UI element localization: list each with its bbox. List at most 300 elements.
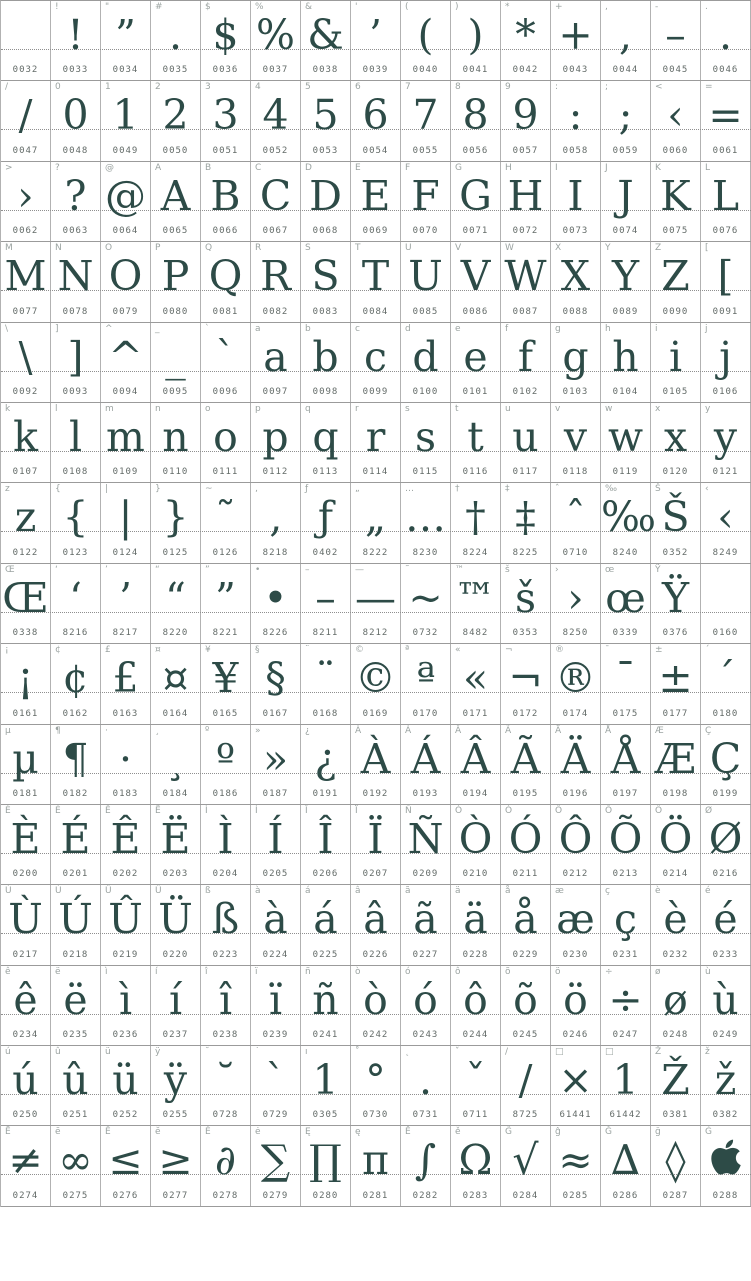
char-label: ė: [255, 1127, 261, 1138]
char-glyph: Ê: [110, 814, 141, 863]
char-glyph: A: [160, 171, 191, 220]
char-cell: [101, 162, 151, 241]
char-cell: [551, 885, 601, 964]
char-label: Õ: [605, 805, 613, 816]
char-label: ˆ: [555, 484, 560, 495]
char-code: 0183: [112, 788, 139, 799]
char-code: 0191: [312, 788, 339, 799]
char-code: 8212: [362, 628, 389, 639]
char-glyph: ∂: [214, 1136, 237, 1185]
char-cell: [151, 162, 201, 241]
char-code: 0091: [712, 306, 739, 317]
char-cell: [301, 483, 351, 562]
char-glyph: }: [162, 493, 189, 542]
char-label: 0: [55, 82, 61, 93]
char-label: ğ: [655, 1127, 661, 1138]
char-label: /: [5, 82, 9, 93]
char-glyph: ù: [712, 975, 739, 1024]
char-code: 0195: [512, 788, 539, 799]
char-code: 0223: [212, 949, 239, 960]
char-cell: [51, 564, 101, 643]
char-glyph: ¡: [17, 654, 34, 703]
char-cell: [451, 1, 501, 80]
char-glyph: G: [459, 171, 492, 220]
char-glyph: R: [260, 252, 291, 301]
char-cell: [151, 805, 201, 884]
char-code: 0059: [612, 145, 639, 156]
char-cell: [51, 1, 101, 80]
char-glyph: a: [263, 332, 288, 381]
char-cell: [151, 644, 201, 723]
char-code: 0090: [662, 306, 689, 317]
char-cell: [51, 483, 101, 562]
char-code: 0062: [12, 226, 39, 237]
char-label: è: [655, 886, 661, 897]
char-glyph: ‚: [268, 493, 283, 542]
char-label: ē: [55, 1127, 61, 1138]
char-cell: [1, 564, 51, 643]
char-label: ': [355, 2, 358, 12]
char-glyph: •: [263, 573, 288, 622]
char-glyph: ï: [268, 975, 283, 1024]
char-label: N: [55, 243, 62, 254]
char-cell: [1, 1126, 51, 1205]
char-code: 0211: [512, 869, 539, 880]
char-glyph: –: [665, 11, 686, 59]
char-cell: [701, 564, 751, 643]
char-cell: [501, 966, 551, 1045]
char-cell: [151, 242, 201, 321]
char-glyph: Î: [317, 814, 334, 863]
char-label: á: [305, 886, 311, 897]
char-code: 0274: [12, 1190, 39, 1201]
char-code: 0197: [612, 788, 639, 799]
char-code: 0728: [212, 1110, 239, 1121]
char-code: 8221: [212, 628, 239, 639]
char-code: 0076: [712, 226, 739, 237]
char-glyph: ±: [658, 654, 693, 703]
char-code: 0288: [712, 1190, 739, 1201]
char-label: ž: [705, 1047, 710, 1058]
char-label: Ì: [205, 805, 208, 816]
char-cell: [651, 323, 701, 402]
char-glyph: e: [463, 332, 488, 381]
char-cell: [451, 162, 501, 241]
char-cell: [301, 81, 351, 160]
char-glyph: 3: [212, 91, 239, 140]
char-cell: [601, 81, 651, 160]
char-cell: [101, 483, 151, 562]
char-code: 0163: [112, 708, 139, 719]
char-glyph: Á: [410, 734, 441, 783]
char-cell: [601, 403, 651, 482]
char-glyph: í: [168, 975, 183, 1024]
char-glyph: o: [213, 412, 238, 461]
char-cell: [401, 483, 451, 562]
char-glyph: =: [708, 91, 743, 140]
char-glyph: ÷: [608, 975, 643, 1024]
char-glyph: Ô: [558, 814, 593, 863]
charmap-row: [1, 242, 751, 322]
char-label: C: [255, 162, 262, 173]
char-cell: [451, 323, 501, 402]
char-code: 0174: [562, 708, 589, 719]
char-code: 8249: [712, 547, 739, 558]
charmap-row: [1, 1046, 751, 1126]
char-code: 0097: [262, 386, 289, 397]
char-code: 0058: [562, 145, 589, 156]
char-label: ±: [655, 645, 663, 656]
char-cell: [501, 725, 551, 804]
char-code: 0082: [262, 306, 289, 317]
char-code: 0087: [512, 306, 539, 317]
char-label: ä: [455, 886, 461, 897]
char-glyph: ì: [118, 975, 133, 1024]
char-glyph: È: [10, 814, 41, 863]
char-code: 0730: [362, 1110, 389, 1121]
char-label: ´: [705, 645, 710, 656]
char-code: 0169: [362, 708, 389, 719]
char-glyph: \: [18, 332, 33, 381]
char-cell: [401, 725, 451, 804]
char-glyph: g: [562, 332, 589, 381]
char-code: 0120: [662, 467, 689, 478]
char-label: L: [705, 162, 711, 173]
char-code: 0046: [712, 65, 739, 76]
char-label: ¸: [155, 725, 160, 736]
char-glyph: µ: [12, 734, 39, 783]
char-glyph: À: [360, 734, 391, 783]
char-cell: [351, 81, 401, 160]
char-code: 0196: [562, 788, 589, 799]
char-label: ": [105, 2, 110, 12]
char-glyph: °: [365, 1056, 386, 1105]
char-glyph: Ï: [367, 814, 384, 863]
char-label: ®: [555, 645, 564, 656]
char-cell: [201, 403, 251, 482]
char-cell: [101, 1126, 151, 1205]
char-code: 0104: [612, 386, 639, 397]
char-glyph: å: [513, 895, 538, 944]
char-label: 9: [505, 82, 511, 93]
char-glyph: I: [567, 171, 584, 220]
char-label: ,: [605, 2, 608, 12]
char-cell: [1, 403, 51, 482]
char-cell: [301, 403, 351, 482]
char-code: 0050: [162, 145, 189, 156]
char-glyph: D: [309, 171, 342, 220]
char-label: [5, 2, 8, 13]
char-code: 0105: [662, 386, 689, 397]
char-cell: [651, 644, 701, 723]
char-label: ¬: [505, 645, 513, 656]
char-label: ‹: [705, 484, 709, 495]
char-cell: [501, 885, 551, 964]
char-cell: [1, 966, 51, 1045]
char-cell: [251, 162, 301, 241]
char-cell: [401, 323, 451, 402]
char-cell: [651, 242, 701, 321]
char-cell: [301, 1126, 351, 1205]
char-cell: [301, 323, 351, 402]
char-glyph: …: [405, 493, 446, 542]
char-glyph: Ú: [58, 895, 93, 944]
char-code: 0084: [362, 306, 389, 317]
char-cell: [701, 242, 751, 321]
char-code: 0236: [112, 1030, 139, 1041]
char-label: Ô: [555, 805, 563, 816]
char-glyph: 6: [362, 91, 389, 140]
char-code: 8218: [262, 547, 289, 558]
char-label: õ: [505, 966, 511, 977]
char-label: Ě: [405, 1127, 411, 1138]
char-glyph: î: [218, 975, 233, 1024]
char-code: 0207: [362, 869, 389, 880]
char-code: 8725: [512, 1110, 539, 1121]
char-glyph: M: [4, 252, 47, 301]
char-label: I: [555, 162, 558, 173]
char-glyph: ;: [618, 91, 633, 140]
char-code: 0080: [162, 306, 189, 317]
char-glyph: ·: [118, 734, 133, 783]
charmap-row: [1, 162, 751, 242]
char-label: Ñ: [405, 805, 412, 816]
char-code: 0731: [412, 1110, 439, 1121]
char-cell: [351, 483, 401, 562]
char-cell: [1, 725, 51, 804]
char-glyph: “: [165, 573, 186, 622]
char-label: ˚: [355, 1047, 360, 1058]
char-cell: [51, 966, 101, 1045]
char-glyph: 1: [612, 1056, 639, 1105]
char-cell: [551, 483, 601, 562]
char-code: 0171: [462, 708, 489, 719]
char-cell: [701, 323, 751, 402]
char-label: É: [55, 805, 61, 816]
char-label: Ò: [455, 805, 463, 816]
char-code: 0106: [712, 386, 739, 397]
char-code: 0064: [112, 226, 139, 237]
char-code: 0096: [212, 386, 239, 397]
char-glyph: ¢: [62, 654, 89, 703]
char-glyph: 8: [462, 91, 489, 140]
char-glyph: b: [312, 332, 339, 381]
char-label: Ã: [505, 725, 512, 736]
char-code: 0113: [312, 467, 339, 478]
char-glyph: &: [307, 11, 344, 59]
charmap-row: [1, 1, 751, 81]
char-glyph: ¬: [508, 654, 543, 703]
char-code: 0100: [412, 386, 439, 397]
char-label: Y: [605, 243, 611, 254]
char-label: {: [55, 484, 61, 495]
char-glyph: 5: [312, 91, 339, 140]
char-code: 0282: [412, 1190, 439, 1201]
char-code: 0227: [412, 949, 439, 960]
char-code: 8224: [462, 547, 489, 558]
char-glyph: ~: [408, 573, 443, 622]
char-label: ¤: [155, 645, 161, 656]
charmap-row: [1, 1126, 751, 1206]
char-glyph: —: [355, 573, 396, 622]
char-glyph: 1: [112, 91, 139, 140]
char-code: 0177: [662, 708, 689, 719]
char-label: µ: [5, 725, 11, 736]
char-label: È: [5, 805, 11, 816]
char-label: Ù: [5, 886, 12, 897]
char-cell: [351, 323, 401, 402]
char-code: 0115: [412, 467, 439, 478]
char-glyph: r: [365, 412, 386, 461]
char-label: …: [405, 484, 414, 495]
char-label: š: [505, 564, 510, 575]
char-cell: [151, 403, 201, 482]
char-cell: [301, 1, 351, 80]
char-cell: [1, 1, 51, 80]
char-label: U: [405, 243, 412, 254]
char-label: l: [55, 403, 58, 414]
char-code: 0057: [512, 145, 539, 156]
char-label: k: [5, 403, 11, 414]
char-code: 0049: [112, 145, 139, 156]
char-label: Ĕ: [105, 1127, 111, 1138]
char-cell: [601, 1046, 651, 1125]
char-glyph: ä: [463, 895, 488, 944]
char-code: 0199: [712, 788, 739, 799]
char-code: 0107: [12, 467, 39, 478]
char-code: 0225: [312, 949, 339, 960]
charmap-row: [1, 323, 751, 403]
char-code: 0239: [262, 1030, 289, 1041]
char-label: P: [155, 243, 161, 254]
char-cell: [1, 323, 51, 402]
char-label: ĕ: [155, 1127, 161, 1138]
char-cell: [201, 966, 251, 1045]
char-cell: [501, 1046, 551, 1125]
char-cell: [151, 323, 201, 402]
char-glyph: (: [417, 11, 434, 59]
char-code: 0729: [262, 1110, 289, 1121]
char-code: 0036: [212, 65, 239, 76]
char-code: 0283: [462, 1190, 489, 1201]
charmap-row: [1, 483, 751, 563]
char-code: 0382: [712, 1110, 739, 1121]
char-cell: [601, 805, 651, 884]
char-label: >: [5, 162, 13, 173]
char-code: 0234: [12, 1030, 39, 1041]
char-code: 0162: [62, 708, 89, 719]
char-label: À: [355, 725, 362, 736]
char-code: 0112: [262, 467, 289, 478]
char-label: Ž: [655, 1047, 662, 1058]
char-label: T: [355, 243, 361, 254]
char-glyph: ≈: [558, 1136, 593, 1185]
char-glyph: ): [467, 11, 484, 59]
char-cell: [51, 885, 101, 964]
char-glyph: *: [515, 11, 536, 59]
char-cell: [1, 242, 51, 321]
char-code: 0069: [362, 226, 389, 237]
char-cell: [201, 81, 251, 160]
char-label: ¥: [205, 645, 211, 656]
char-cell: [351, 162, 401, 241]
char-cell: [501, 242, 551, 321]
char-glyph: J: [617, 171, 634, 220]
char-glyph: š: [514, 573, 537, 622]
char-cell: [351, 564, 401, 643]
char-glyph: è: [663, 895, 688, 944]
char-code: 0251: [62, 1110, 89, 1121]
char-glyph: É: [60, 814, 91, 863]
char-label: K: [655, 162, 661, 173]
char-code: 0205: [262, 869, 289, 880]
char-label: Á: [405, 725, 412, 736]
char-label: 5: [305, 82, 311, 93]
char-code: 0237: [162, 1030, 189, 1041]
char-code: 0214: [662, 869, 689, 880]
char-code: 0118: [562, 467, 589, 478]
char-cell: [201, 323, 251, 402]
char-glyph: ¸: [165, 734, 186, 783]
char-cell: [451, 725, 501, 804]
char-label: Ġ: [705, 1127, 712, 1138]
char-glyph: 4: [262, 91, 289, 140]
char-code: 0098: [312, 386, 339, 397]
char-glyph: m: [106, 412, 145, 461]
char-label: ß: [205, 886, 211, 897]
char-cell: [201, 483, 251, 562]
char-glyph: ú: [12, 1056, 39, 1105]
char-code: 0243: [412, 1030, 439, 1041]
char-cell: [451, 966, 501, 1045]
char-code: 0206: [312, 869, 339, 880]
char-label: ú: [5, 1047, 11, 1058]
char-code: 0061: [712, 145, 739, 156]
char-label: Ğ: [605, 1127, 612, 1138]
char-code: 0203: [162, 869, 189, 880]
char-glyph: [701, 578, 750, 619]
char-cell: [101, 805, 151, 884]
char-cell: [1, 885, 51, 964]
char-cell: [601, 966, 651, 1045]
char-label: B: [205, 162, 212, 173]
charmap-row: [1, 81, 751, 161]
char-glyph: ë: [63, 975, 88, 1024]
char-label: ÷: [605, 966, 613, 977]
char-label: ~: [205, 484, 213, 495]
char-label: Æ: [655, 725, 664, 736]
char-label: `: [205, 323, 210, 334]
char-glyph: [1, 15, 50, 56]
char-glyph: f: [517, 332, 534, 381]
char-label: Ĝ: [505, 1127, 512, 1138]
char-glyph: ‘: [68, 573, 83, 622]
char-cell: [551, 725, 601, 804]
char-glyph: Ø: [708, 814, 743, 863]
char-code: 0170: [412, 708, 439, 719]
char-glyph: ‹: [717, 493, 734, 542]
char-cell: [351, 725, 401, 804]
char-glyph: :: [568, 91, 583, 140]
char-label: S: [305, 243, 311, 254]
char-cell: [501, 162, 551, 241]
char-glyph: T: [361, 252, 390, 301]
char-code: 0048: [62, 145, 89, 156]
char-code: 8216: [62, 628, 89, 639]
char-glyph: ã: [413, 895, 438, 944]
char-label: □: [605, 1047, 614, 1058]
char-cell: [201, 162, 251, 241]
